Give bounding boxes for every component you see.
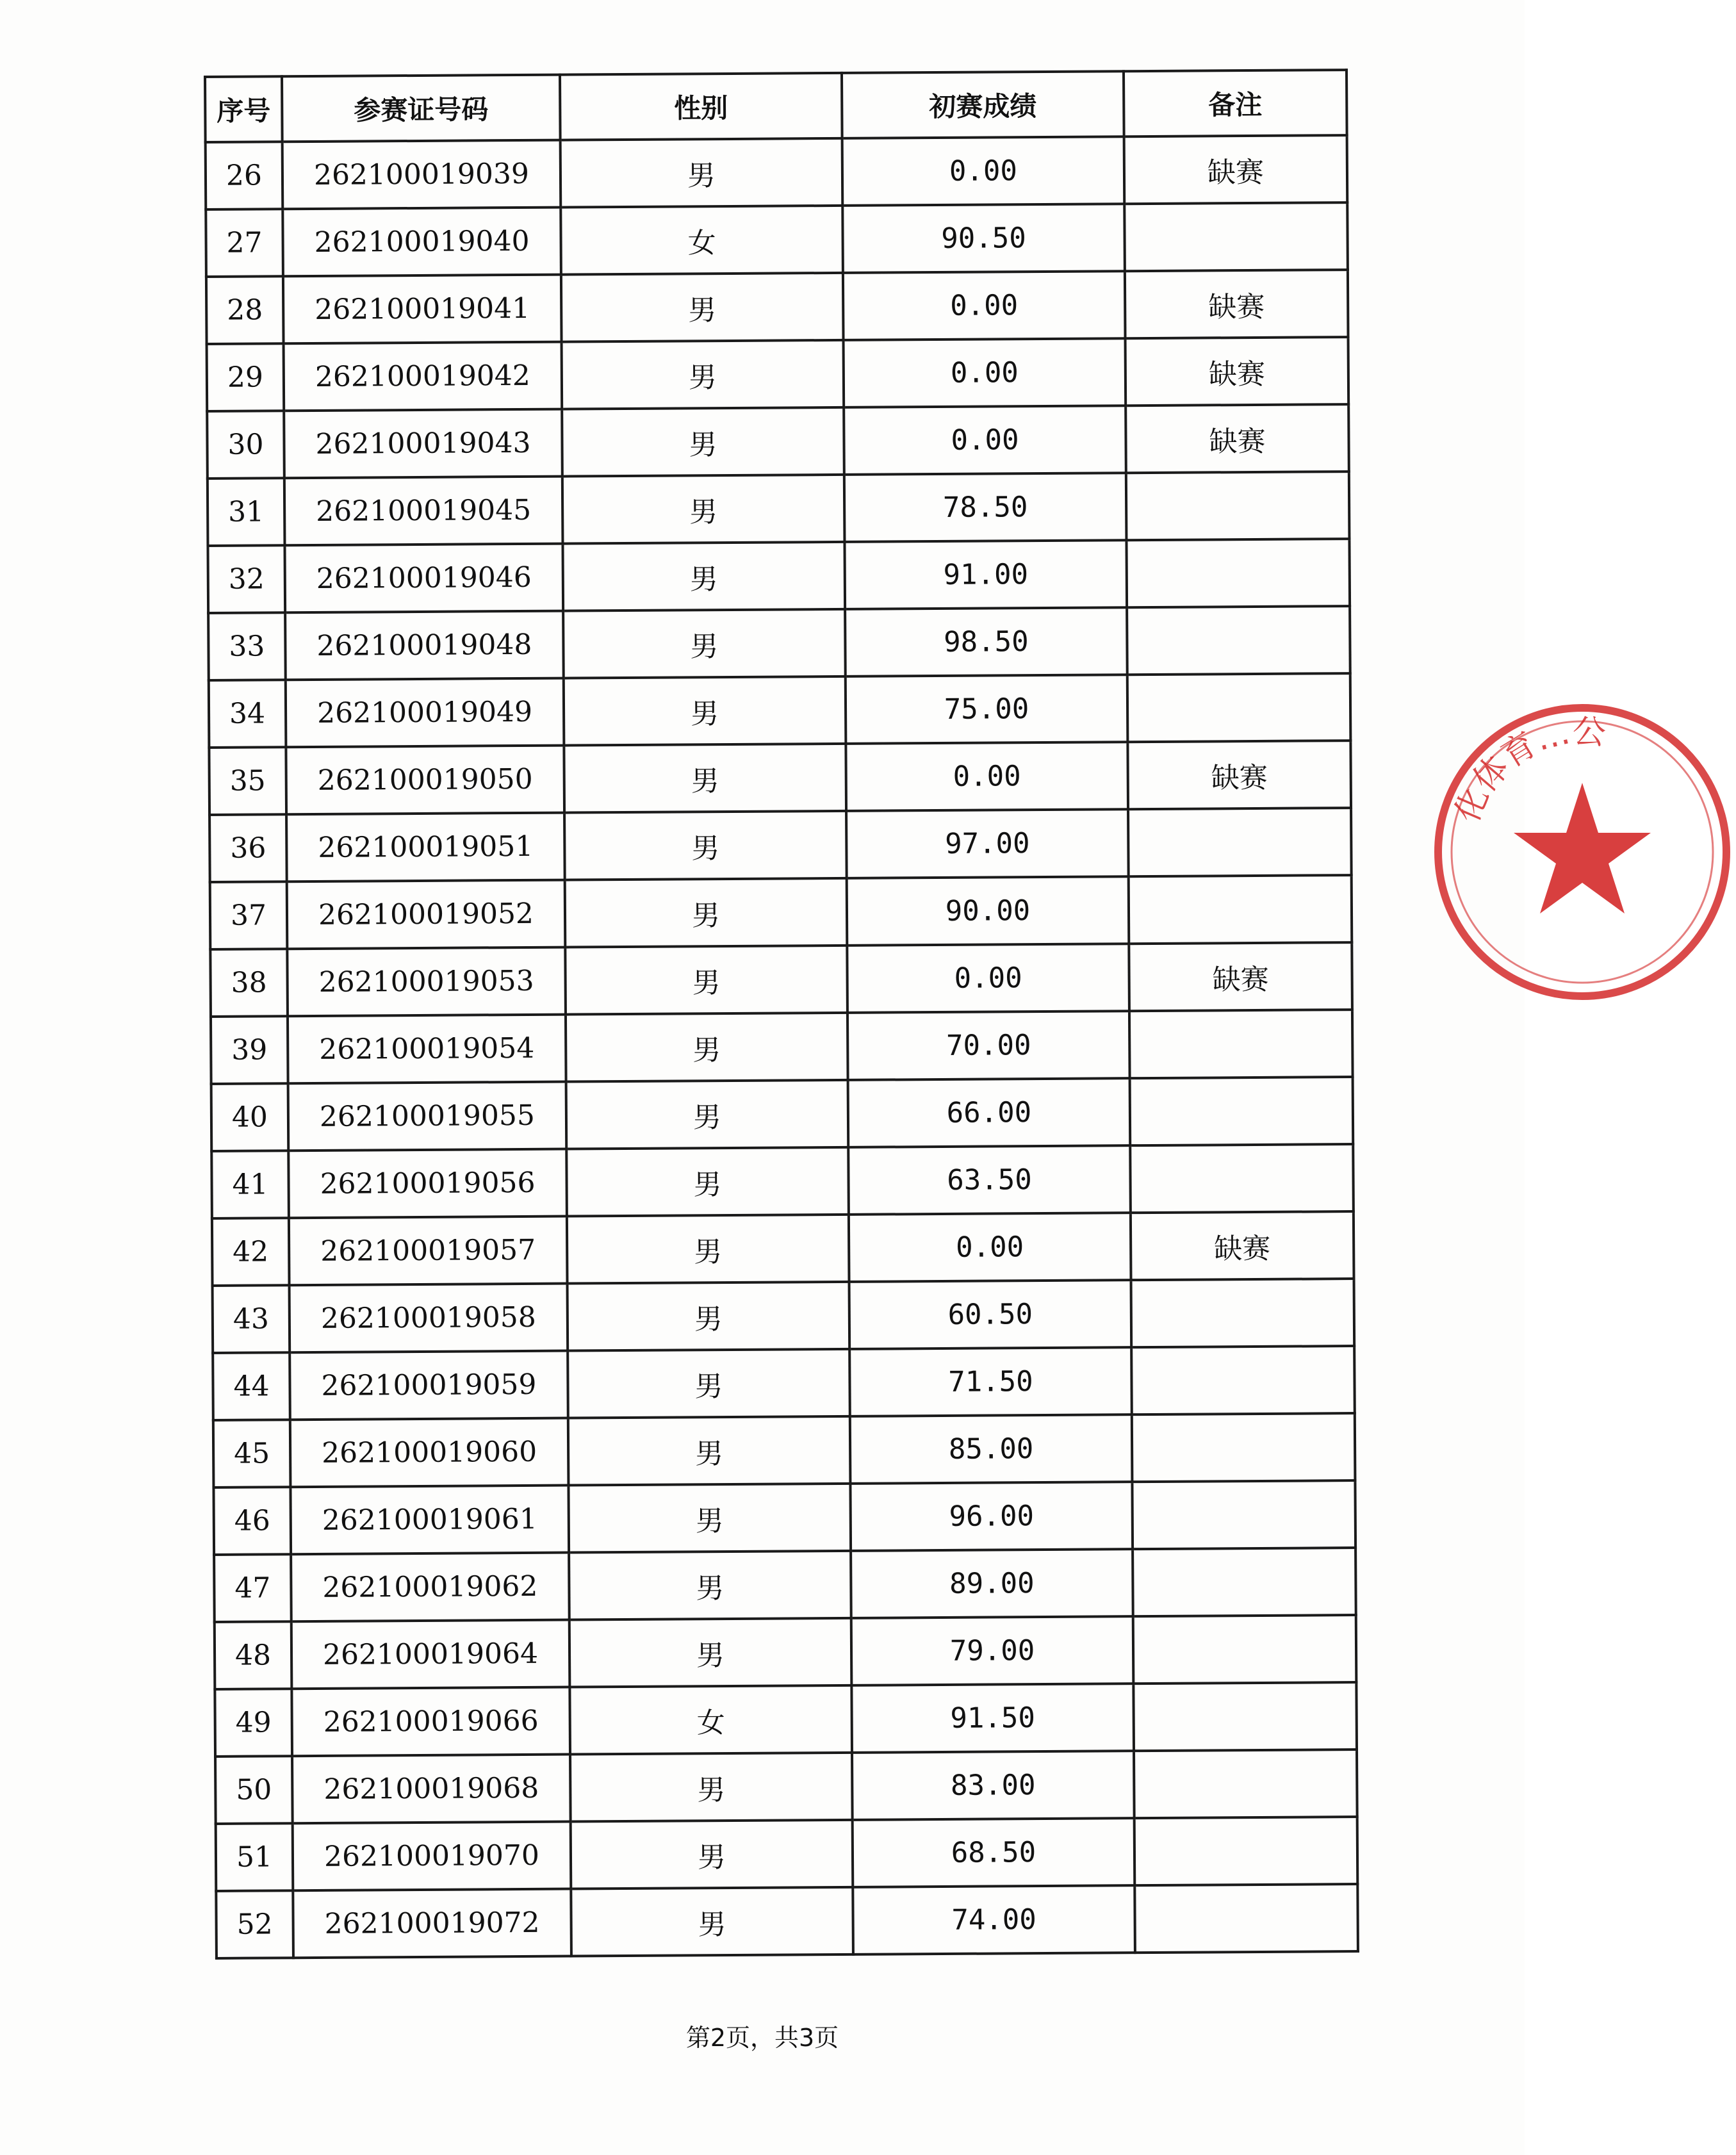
cell-seq: 26 xyxy=(206,142,283,209)
official-seal-icon xyxy=(1429,698,1736,1006)
cell-note xyxy=(1128,808,1352,876)
table-row xyxy=(209,673,1351,748)
table-header-row xyxy=(205,70,1347,142)
cell-id: 262100019049 xyxy=(286,678,564,748)
cell-id: 262100019059 xyxy=(290,1351,568,1420)
cell-gender: 男 xyxy=(568,1484,851,1553)
cell-note xyxy=(1130,1077,1354,1145)
cell-id: 262100019041 xyxy=(283,275,562,344)
cell-seq: 35 xyxy=(209,747,286,815)
cell-id: 262100019042 xyxy=(284,342,562,411)
cell-seq: 43 xyxy=(213,1285,290,1353)
table-row xyxy=(213,1413,1355,1487)
cell-score: 78.50 xyxy=(844,473,1127,542)
cell-seq: 27 xyxy=(206,209,283,277)
cell-score: 0.00 xyxy=(847,944,1129,1013)
cell-note: 缺赛 xyxy=(1126,404,1349,473)
cell-gender: 男 xyxy=(569,1551,851,1620)
cell-id: 262100019070 xyxy=(293,1822,571,1891)
cell-score: 96.00 xyxy=(850,1482,1133,1551)
cell-note xyxy=(1133,1548,1356,1616)
table-row xyxy=(208,471,1350,546)
header-note: 备注 xyxy=(1124,70,1347,136)
cell-id: 262100019045 xyxy=(284,477,563,546)
cell-note xyxy=(1129,1010,1353,1078)
cell-seq: 44 xyxy=(213,1352,290,1420)
cell-seq: 47 xyxy=(214,1554,291,1622)
cell-gender: 男 xyxy=(565,946,848,1015)
cell-score: 63.50 xyxy=(848,1145,1131,1215)
cell-note xyxy=(1132,1480,1355,1549)
cell-note: 缺赛 xyxy=(1125,270,1348,338)
cell-id: 262100019064 xyxy=(291,1620,570,1689)
cell-score: 98.50 xyxy=(845,607,1127,676)
table-row xyxy=(211,1077,1354,1151)
cell-gender: 女 xyxy=(569,1685,852,1755)
cell-score: 90.50 xyxy=(842,204,1125,273)
cell-gender: 男 xyxy=(566,1147,849,1217)
table-row xyxy=(216,1884,1358,1958)
cell-id: 262100019039 xyxy=(283,140,561,209)
cell-score: 74.00 xyxy=(853,1885,1135,1954)
cell-seq: 46 xyxy=(213,1487,291,1555)
cell-note xyxy=(1134,1817,1358,1885)
cell-note xyxy=(1132,1413,1355,1482)
cell-id: 262100019051 xyxy=(286,813,565,882)
cell-seq: 52 xyxy=(216,1890,293,1958)
table-row xyxy=(211,1010,1353,1084)
cell-id: 262100019040 xyxy=(283,208,561,277)
cell-gender: 男 xyxy=(562,407,844,477)
cell-gender: 男 xyxy=(567,1215,849,1284)
cell-gender: 男 xyxy=(564,811,847,880)
cell-seq: 40 xyxy=(211,1083,289,1151)
table-body xyxy=(206,135,1358,1958)
table-row xyxy=(213,1480,1355,1555)
table-row xyxy=(210,875,1352,949)
cell-seq: 48 xyxy=(215,1621,292,1689)
table-row xyxy=(213,1346,1355,1420)
cell-score: 0.00 xyxy=(846,742,1128,811)
cell-id: 262100019048 xyxy=(285,611,564,680)
cell-score: 91.50 xyxy=(851,1684,1134,1753)
cell-note: 缺赛 xyxy=(1131,1211,1354,1280)
cell-note xyxy=(1133,1615,1357,1684)
cell-score: 90.00 xyxy=(847,876,1129,946)
cell-note: 缺赛 xyxy=(1127,741,1351,809)
cell-score: 66.00 xyxy=(848,1078,1131,1147)
table-row xyxy=(214,1548,1356,1622)
table-row xyxy=(210,942,1352,1017)
cell-note xyxy=(1134,1749,1357,1818)
cell-score: 0.00 xyxy=(844,406,1126,475)
cell-score: 0.00 xyxy=(843,271,1126,340)
table-row xyxy=(207,404,1349,479)
cell-seq: 41 xyxy=(211,1151,289,1218)
cell-note xyxy=(1133,1682,1357,1751)
table-row xyxy=(206,202,1348,277)
header-seq: 序号 xyxy=(205,76,283,142)
cell-score: 83.00 xyxy=(852,1751,1134,1820)
cell-seq: 28 xyxy=(206,276,284,344)
cell-seq: 50 xyxy=(215,1756,293,1824)
cell-gender: 男 xyxy=(563,609,846,678)
header-score: 初赛成绩 xyxy=(842,71,1124,138)
cell-id: 262100019052 xyxy=(287,880,566,949)
cell-seq: 38 xyxy=(210,949,288,1017)
cell-note xyxy=(1127,606,1350,675)
cell-score: 71.50 xyxy=(849,1347,1132,1416)
cell-gender: 男 xyxy=(562,542,845,611)
cell-note: 缺赛 xyxy=(1126,337,1349,406)
cell-gender: 男 xyxy=(566,1013,848,1082)
cell-score: 68.50 xyxy=(853,1818,1135,1887)
cell-gender: 男 xyxy=(565,878,848,947)
cell-id: 262100019056 xyxy=(288,1149,567,1218)
header-gender: 性别 xyxy=(560,73,842,140)
table-row xyxy=(215,1749,1357,1824)
cell-score: 79.00 xyxy=(851,1616,1134,1685)
cell-note xyxy=(1127,673,1351,742)
table-row xyxy=(208,606,1350,680)
cell-score: 89.00 xyxy=(851,1549,1133,1618)
page-number: 第2页，共3页 xyxy=(685,2024,839,2052)
cell-id: 262100019066 xyxy=(291,1687,570,1757)
table-row xyxy=(206,135,1348,209)
cell-gender: 女 xyxy=(561,206,843,275)
table-row xyxy=(213,1279,1355,1353)
table-row xyxy=(206,270,1348,344)
cell-gender: 男 xyxy=(571,1887,853,1956)
cell-id: 262100019043 xyxy=(284,409,562,479)
cell-id: 262100019062 xyxy=(291,1553,569,1622)
cell-seq: 37 xyxy=(210,881,288,949)
cell-score: 70.00 xyxy=(848,1011,1130,1080)
cell-gender: 男 xyxy=(562,340,844,409)
cell-seq: 32 xyxy=(208,545,285,613)
table-row xyxy=(208,539,1350,613)
cell-id: 262100019054 xyxy=(288,1015,566,1084)
cell-id: 262100019068 xyxy=(292,1755,571,1824)
table-row xyxy=(209,741,1351,815)
cell-note xyxy=(1126,471,1350,540)
cell-seq: 51 xyxy=(216,1823,293,1891)
cell-id: 262100019055 xyxy=(288,1082,567,1151)
cell-score: 97.00 xyxy=(846,809,1129,878)
cell-id: 262100019072 xyxy=(293,1889,571,1958)
cell-id: 262100019058 xyxy=(290,1284,568,1353)
cell-gender: 男 xyxy=(568,1282,850,1351)
cell-gender: 男 xyxy=(566,1080,849,1149)
table-row xyxy=(209,808,1352,882)
cell-seq: 49 xyxy=(215,1689,292,1757)
cell-seq: 31 xyxy=(208,478,285,546)
table-row xyxy=(211,1144,1354,1218)
cell-gender: 男 xyxy=(568,1349,850,1418)
cell-score: 91.00 xyxy=(844,540,1127,609)
cell-note xyxy=(1124,202,1348,271)
cell-note xyxy=(1134,1884,1358,1953)
cell-gender: 男 xyxy=(570,1753,853,1822)
cell-id: 262100019061 xyxy=(290,1486,569,1555)
cell-note xyxy=(1126,539,1350,607)
cell-id: 262100019053 xyxy=(287,947,566,1017)
cell-seq: 36 xyxy=(209,814,287,882)
cell-gender: 男 xyxy=(561,138,843,208)
table-row xyxy=(212,1211,1354,1286)
cell-id: 262100019050 xyxy=(286,746,564,815)
cell-note: 缺赛 xyxy=(1129,942,1352,1011)
cell-gender: 男 xyxy=(564,676,846,746)
table-row xyxy=(216,1817,1358,1891)
cell-score: 0.00 xyxy=(849,1213,1131,1282)
seal-text: 化体育…公 xyxy=(1448,712,1607,828)
cell-score: 0.00 xyxy=(842,136,1125,206)
cell-gender: 男 xyxy=(569,1618,852,1687)
cell-id: 262100019046 xyxy=(284,544,563,613)
cell-gender: 男 xyxy=(561,273,844,342)
cell-note xyxy=(1131,1279,1355,1347)
results-table xyxy=(204,69,1359,1960)
cell-score: 85.00 xyxy=(850,1414,1133,1484)
cell-score: 75.00 xyxy=(846,675,1128,744)
cell-note: 缺赛 xyxy=(1124,135,1348,204)
cell-note xyxy=(1129,875,1352,944)
cell-seq: 45 xyxy=(213,1420,291,1487)
cell-id: 262100019057 xyxy=(289,1217,568,1286)
cell-id: 262100019060 xyxy=(290,1418,569,1487)
cell-note xyxy=(1131,1346,1355,1414)
cell-score: 60.50 xyxy=(849,1280,1132,1349)
cell-gender: 男 xyxy=(562,475,845,544)
cell-seq: 30 xyxy=(207,411,284,479)
cell-seq: 29 xyxy=(207,343,284,411)
table-row xyxy=(207,337,1349,411)
cell-gender: 男 xyxy=(571,1820,853,1889)
cell-gender: 男 xyxy=(568,1416,851,1486)
cell-seq: 42 xyxy=(212,1218,290,1286)
cell-seq: 34 xyxy=(209,680,286,748)
cell-note xyxy=(1130,1144,1354,1213)
table-row xyxy=(215,1615,1357,1689)
header-id: 参赛证号码 xyxy=(282,75,561,142)
cell-score: 0.00 xyxy=(844,338,1126,407)
cell-seq: 39 xyxy=(211,1016,288,1084)
cell-seq: 33 xyxy=(208,612,286,680)
cell-gender: 男 xyxy=(564,744,846,813)
table-row xyxy=(215,1682,1357,1757)
